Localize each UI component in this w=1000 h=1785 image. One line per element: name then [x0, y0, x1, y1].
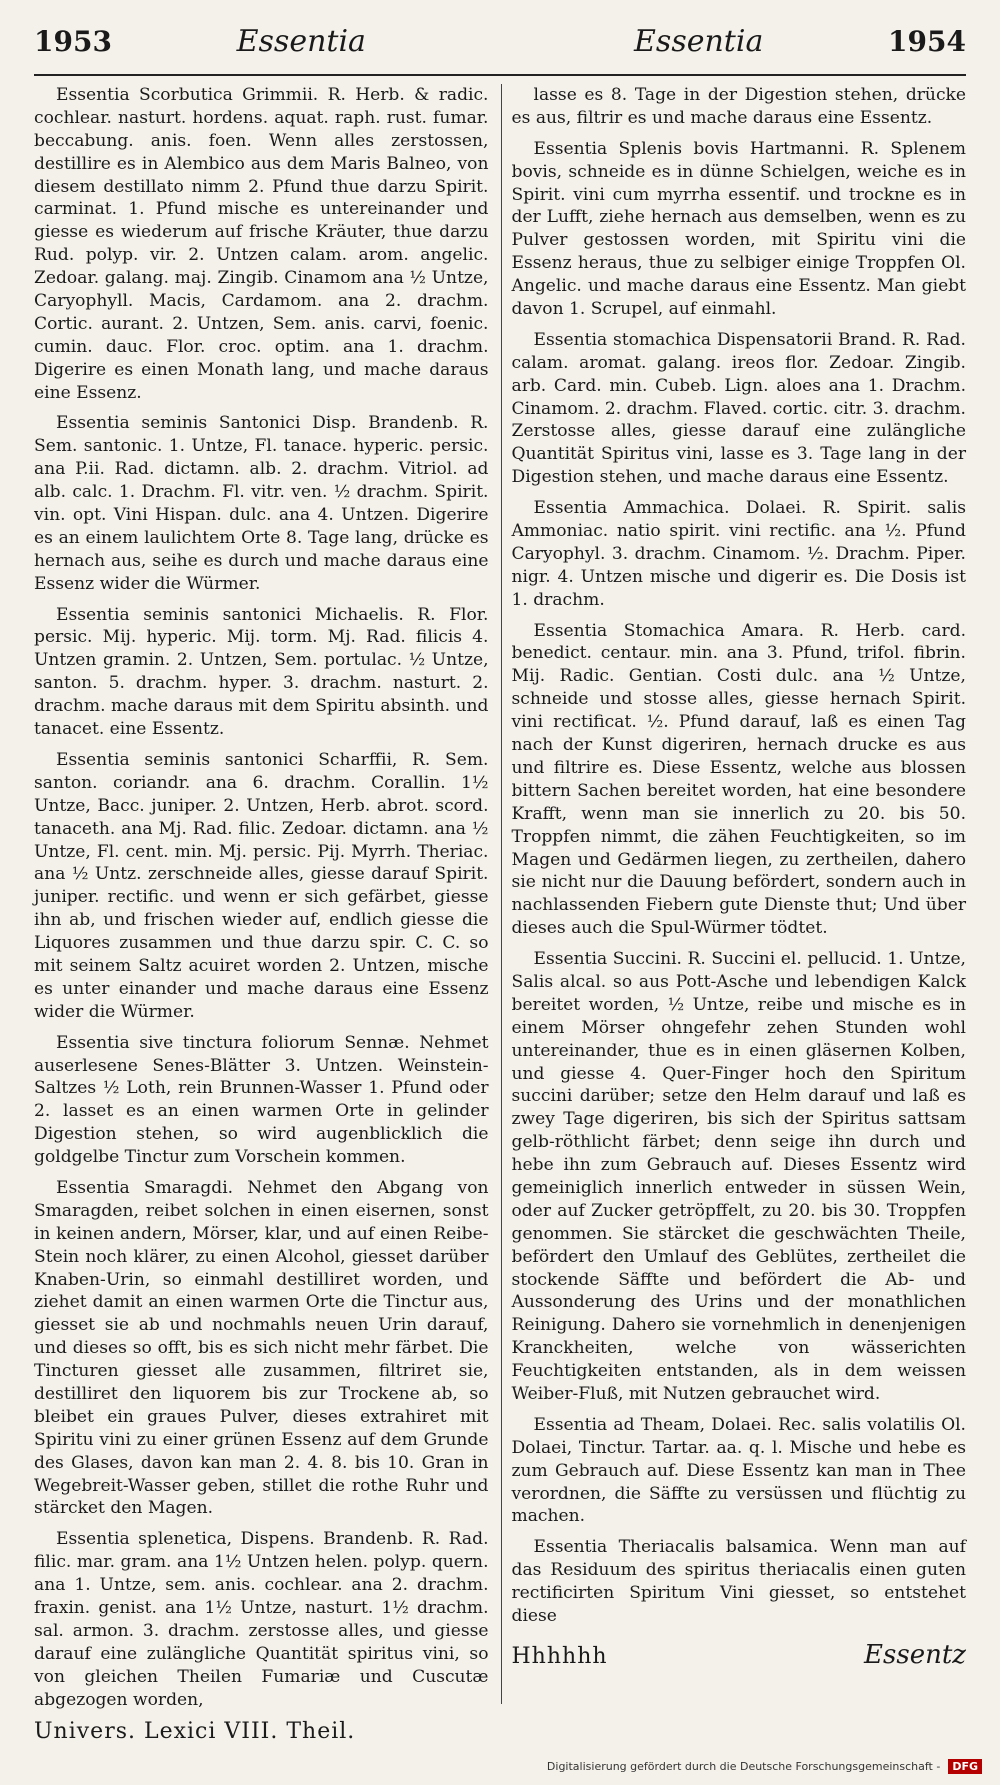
text-columns: [34, 84, 966, 1745]
signature-mark: Hhhhhh: [511, 1643, 608, 1669]
catchword: Essentz: [864, 1639, 966, 1670]
left-column: [34, 84, 489, 1745]
entry-paragraph: Essentia Smaragdi. Nehmet den Abgang von Smaragden, reibet solchen in einen eisernen, sonst in keinen andern, Mörser, klar, und auf einen Reibe-Stein noch klärer, zu einen Alcohol, giesset darüber Knaben-Urin, so einmahl destilliret worden, und ziehet damit an einen warmen Orte die Tinctur aus, giesset sie ab und nochmahls neuen Urin darauf, und dieses so offt, bis es sich nicht mehr färbet. Die Tincturen giesset alle zusammen, filtriret sie, destilliret den liquorem bis zur Trockene ab, so bleibet ein graues Pulver, dieses extrahiret mit Spiritu vini zu einer grünen Essenz auf dem Grunde des Glases, davon kan man 2. 4. 8. bis 10. Gran in Wegebreit-Wasser geben, stillet die rothe Ruhr und stärcket den Magen.: [34, 1177, 489, 1519]
running-header: [34, 24, 966, 74]
entry-paragraph: Essentia Scorbutica Grimmii. R. Herb. & radic. cochlear. nasturt. hordens. aquat. raph. rust. fumar. beccabung. anis. foen. Wenn alles zerstossen, destillire es in Alembico aus dem Maris Balneo, von diesem destillato nimm 2. Pfund thue darzu Spirit. carminat. 1. Pfund mische es untereinander und giesse es wiederum auf frische Kräuter, thue darzu Rud. polyp. vir. 2. Untzen calam. arom. angelic. Zedoar. galang. maj. Zingib. Cinamom ana ½ Untze, Caryophyll. Macis, Cardamom. ana 2. drachm. Cortic. aurant. 2. Untzen, Sem. anis. carvi, foenic. cumin. dauc. Flor. croc. optim. ana 1. drachm. Digerire es einen Monath lang, und mache daraus eine Essenz.: [34, 85, 489, 403]
right-column: [501, 84, 967, 1704]
entry-paragraph: Essentia stomachica Dispensatorii Brand. R. Rad. calam. aromat. galang. ireos flor. Zedoar. Zingib. arb. Card. min. Cubeb. Lign. aloes ana 1. Drachm. Cinamom. 2. drachm. Flaved. cortic. citr. 3. drachm. Zerstosse alles, giesse darauf eine zulängliche Quantität Spiritus vini, lasse es 3. Tage lang in der Digestion stehen, und mache daraus eine Essentz.: [511, 329, 966, 488]
entry-paragraph: Essentia ad Theam, Dolaei. Rec. salis volatilis Ol. Dolaei, Tinctur. Tartar. aa. q. l. Mische und hebe es zum Gebrauch auf. Diese Essentz kan man in Thee verordnen, die Säffte zu versüssen und flüchtig zu machen.: [511, 1414, 966, 1527]
entry-paragraph: Essentia seminis santonici Michaelis. R. Flor. persic. Mij. hyperic. Mij. torm. Mj. Rad. filicis 4. Untzen gramin. 2. Untzen, Sem. portulac. ½ Untze, santon. 5. drachm. hyper. 3. drachm. nasturt. 2. drachm. mache daraus mit dem Spiritu absinth. und tanacet. eine Essentz.: [34, 604, 489, 740]
page-number-right: 1954: [888, 25, 966, 58]
dfg-logo: DFG: [948, 1759, 982, 1774]
entry-paragraph: Essentia seminis santonici Scharffii, R. Sem. santon. coriandr. ana 6. drachm. Corallin. 1½ Untze, Bacc. juniper. 2. Untzen, Herb. abrot. scord. tanaceth. ana Mj. Rad. filic. Zedoar. dictamn. ana ½ Untze, Fl. cent. min. Mj. persic. Pij. Myrrh. Theriac. ana ½ Untz. zerschneide alles, giesse darauf Spirit. juniper. rectific. und wenn er sich gefärbet, giesse ihn ab, und frischen wieder auf, endlich giesse die Liquores zusammen und thue darzu spir. C. C. so mit seinem Saltz acuiret worden 2. Untzen, mische es unter einander und mache daraus eine Essenz wider die Würmer.: [34, 749, 489, 1022]
header-right: [509, 24, 966, 59]
entry-paragraph: Essentia Succini. R. Succini el. pellucid. 1. Untze, Salis alcal. so aus Pott-Asche und lebendigen Kalck bereitet worden, ½ Untze, reibe und mische es in einem Mörser ohngefehr zehen Stunden wohl untereinander, thue es in einen gläsernen Kolben, und giesse 4. Quer-Finger hoch den Spiritum succini darüber; setze den Helm darauf und laß es zwey Tage digeriren, bis sich der Spiritus sattsam gelb-röthlicht färbet; denn seige ihn durch und hebe ihn zum Gebrauch auf. Dieses Essentz wird gemeiniglich innerlich entweder in süssen Wein, oder auf Zucker getröpffelt, zu 20. bis 30. Troppfen genommen. Sie stärcket die geschwächten Theile, befördert den Umlauf des Geblütes, zertheilet die stockende Säffte und befördert die Ab- und Aussonderung des Urins und der monathlichen Reinigung. Dahero sie vornehmlich in denenjenigen Kranckheiten, welche von wässerichten Feuchtigkeiten entstanden, als in dem weissen Weiber-Fluß, mit Nutzen gebrauchet wird.: [511, 949, 966, 1404]
entry-paragraph: Essentia splenetica, Dispens. Brandenb. R. Rad. filic. mar. gram. ana 1½ Untzen helen. polyp. quern. ana 1. Untze, sem. anis. cochlear. ana 2. drachm. fraxin. genist. ana 1½ Untze, nasturt. 1½ drachm. sal. armon. 3. drachm. zerstosse alles, und giesse darauf eine zulängliche Quantität spiritus vini, so von gleichen Theilen Fumariæ und Cuscutæ abgezogen worden,: [34, 1529, 489, 1710]
entry-paragraph: Essentia Ammachica. Dolaei. R. Spirit. salis Ammoniac. natio spirit. vini rectific. ana ½. Pfund Caryophyl. 3. drachm. Cinamom. ½. Drachm. Piper. nigr. 4. Untzen mische und digerir es. Die Dosis ist 1. drachm.: [511, 498, 966, 610]
entry-paragraph: lasse es 8. Tage in der Digestion stehen, drücke es aus, filtrir es und mache daraus eine Essentz.: [511, 85, 966, 128]
entry-paragraph: Essentia Stomachica Amara. R. Herb. card. benedict. centaur. min. ana 3. Pfund, trifol. fibrin. Mij. Radic. Gentian. Costi dulc. ana ½ Untze, schneide und stosse alles, giesse hernach Spirit. vini rectificat. ½. Pfund darauf, laß es einen Tag nach der Kunst digeriren, hernach drucke es aus und filtrire es. Diese Essentz, welche aus blossen bittern Sachen bereitet worden, hat eine besondere Krafft, wenn man sie innerlich zu 20. bis 50. Troppfen nimmt, die zähen Feuchtigkeiten, so im Magen und Gedärmen liegen, zu zertheilen, dahero sie nicht nur die Dauung befördert, sondern auch in nachlassenden Fiebern gute Dienste thut; Und über dieses auch die Spul-Würmer tödtet.: [511, 620, 966, 939]
entry-paragraph: Essentia seminis Santonici Disp. Brandenb. R. Sem. santonic. 1. Untze, Fl. tanace. hyperic. persic. ana P.ii. Rad. dictamn. alb. 2. drachm. Vitriol. ad alb. calc. 1. Drachm. Fl. vitr. ven. ½ drachm. Spirit. vin. opt. Vini Hispan. dulc. ana 4. Untzen. Digerire es an einem laulichtem Orte 8. Tage lang, drücke es hernach aus, seihe es durch und mache daraus eine Essenz wider die Würmer.: [34, 413, 489, 594]
page-number-left: 1953: [34, 25, 112, 58]
header-rule: [34, 74, 966, 76]
running-title-left: Essentia: [236, 24, 366, 59]
page-foot-marks: [512, 1636, 967, 1670]
credit-text: Digitalisierung gefördert durch die Deutsche Forschungsgemeinschaft -: [546, 1759, 941, 1773]
header-left: [34, 24, 491, 59]
running-title-right: Essentia: [634, 24, 764, 59]
digitization-credit: [0, 1755, 1000, 1777]
entry-paragraph: Essentia sive tinctura foliorum Sennæ. Nehmet auserlesene Senes-Blätter 3. Untzen. Weinstein-Saltzes ½ Loth, rein Brunnen-Wasser 1. Pfund oder 2. lasset es an einen warmen Orte in gelinder Digestion stehen, so wird augenblicklich die goldgelbe Tinctur zum Vorschein kommen.: [34, 1032, 489, 1168]
entry-paragraph: Essentia Splenis bovis Hartmanni. R. Splenem bovis, schneide es in dünne Schielgen, weiche es in Spirit. vini cum myrrha essentif. und trockne es in der Lufft, ziehe hernach aus demselben, wenn es zu Pulver gestossen worden, mit Spiritu vini die Essenz heraus, thue zu selbiger einige Troppfen Ol. Angelic. und mache daraus eine Essentz. Man giebt davon 1. Scrupel, auf einmahl.: [511, 138, 966, 320]
signature-mark: Univers. Lexici VIII. Theil.: [34, 1719, 356, 1745]
entry-paragraph: Essentia Theriacalis balsamica. Wenn man auf das Residuum des spiritus theriacalis einen guten rectificirten Spiritum Vini giesset, so entstehet diese: [511, 1537, 966, 1626]
